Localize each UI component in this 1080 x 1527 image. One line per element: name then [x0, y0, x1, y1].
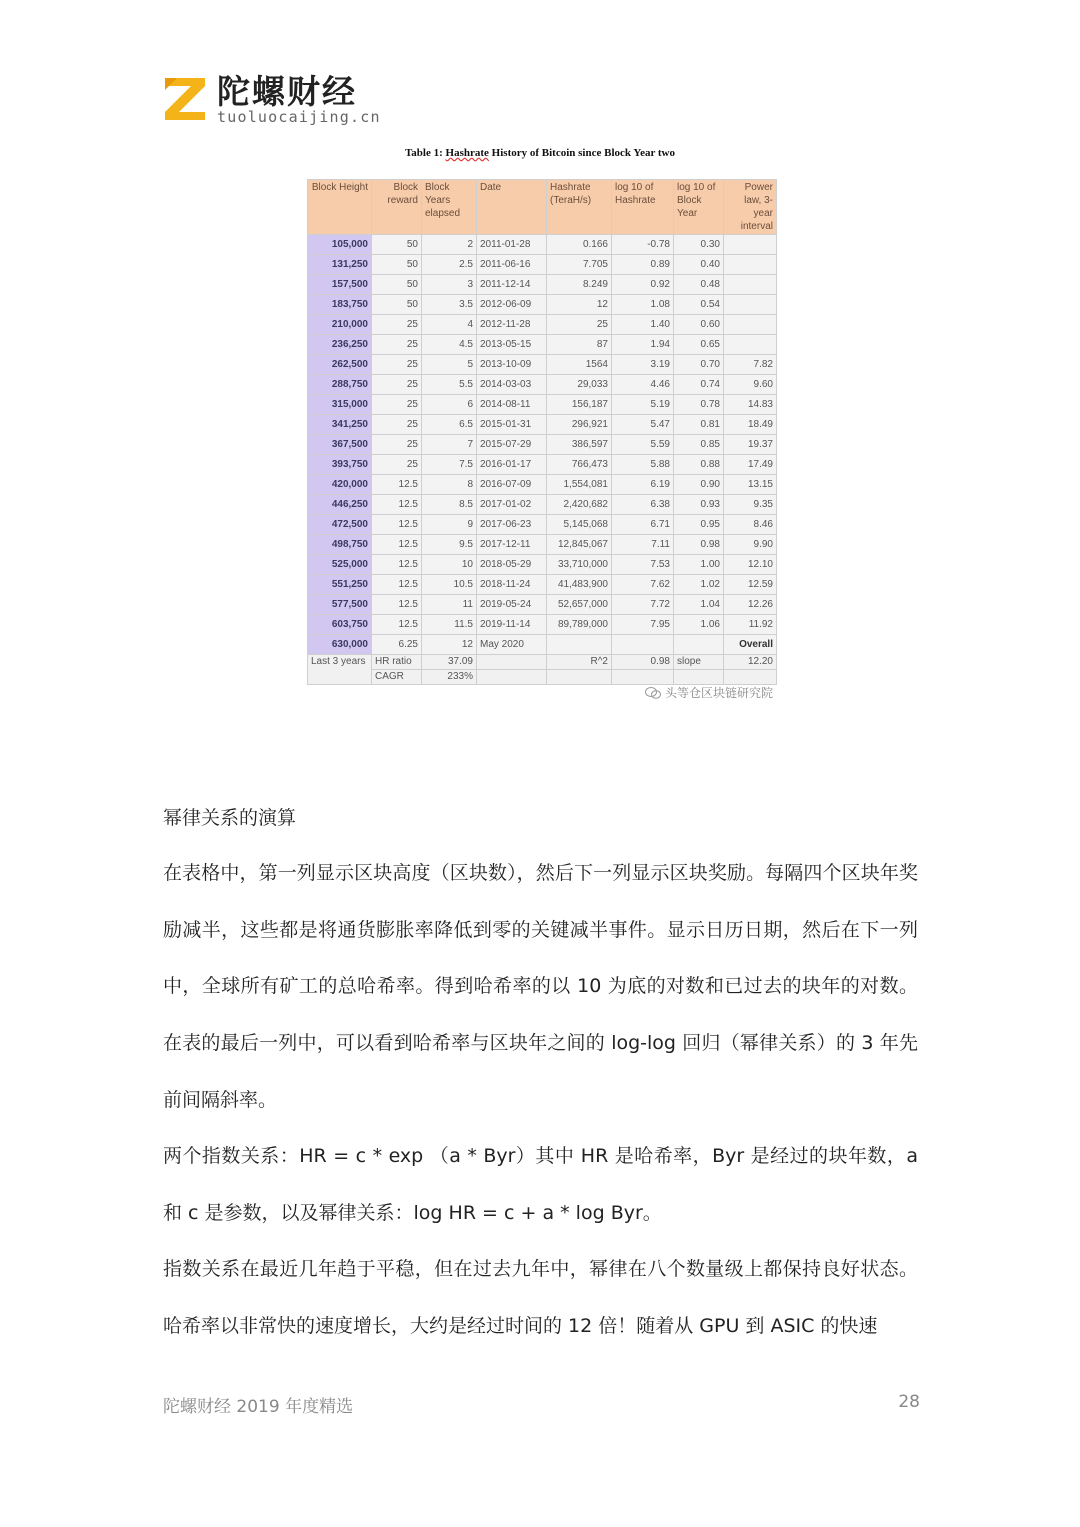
table-row	[308, 515, 777, 535]
table-cell: 1.94	[612, 335, 674, 355]
table-cell: 12.5	[372, 495, 422, 515]
hashrate-table	[307, 179, 777, 685]
table-cell: 157,500	[308, 275, 372, 295]
table-row	[308, 535, 777, 555]
footer-hr-ratio-value: 37.09	[422, 655, 477, 670]
watermark-text: 头等仓区块链研究院	[665, 686, 774, 700]
table-cell: 2015-07-29	[477, 435, 547, 455]
table-cell: 2011-12-14	[477, 275, 547, 295]
brand-logo	[163, 72, 393, 128]
table-cell: 5.5	[422, 375, 477, 395]
table-cell: 551,250	[308, 575, 372, 595]
table-cell: 2017-01-02	[477, 495, 547, 515]
table-cell: 5.88	[612, 455, 674, 475]
table-cell: 131,250	[308, 255, 372, 275]
table-cell: 11.5	[422, 615, 477, 635]
table-cell: 0.74	[674, 375, 724, 395]
table-cell: 630,000	[308, 635, 372, 655]
paragraph-1: 在表格中，第一列显示区块高度（区块数），然后下一列显示区块奖励。每隔四个区块年奖励减半，这些都是将通货膨胀率降低到零的关键减半事件。显示日历日期，然后在下一列中，全球所有矿工的总哈希率。得到哈希率的以 10 为底的对数和已过去的块年的对数。在表的最后一列中，可以看到哈希率与区块年之间的 log-log 回归（幂律关系）的 3 年先前间隔斜率。	[163, 862, 918, 1111]
footer-empty-3	[547, 670, 612, 685]
table-cell: 0.98	[674, 535, 724, 555]
table-cell: 0.48	[674, 275, 724, 295]
table-cell: 7.705	[547, 255, 612, 275]
table-row	[308, 635, 777, 655]
table-body	[308, 235, 777, 655]
table-cell: 50	[372, 275, 422, 295]
table-cell: 12,845,067	[547, 535, 612, 555]
header-power-law: Power law, 3-year interval	[724, 180, 777, 235]
table-cell: 3.19	[612, 355, 674, 375]
table-cell	[724, 235, 777, 255]
table-cell: 341,250	[308, 415, 372, 435]
table-cell: 25	[372, 435, 422, 455]
table-cell: 89,789,000	[547, 615, 612, 635]
table-cell	[724, 315, 777, 335]
table-cell: 87	[547, 335, 612, 355]
footer-r2-label: R^2	[547, 655, 612, 670]
table-cell: 12.5	[372, 555, 422, 575]
table-cell: 2.5	[422, 255, 477, 275]
footer-slope-value: 12.20	[724, 655, 777, 670]
brand-name-cn: 陀螺财经	[217, 72, 357, 111]
table-cell: 4.46	[612, 375, 674, 395]
table-cell: 7.5	[422, 455, 477, 475]
table-cell: 25	[372, 395, 422, 415]
table-row	[308, 395, 777, 415]
table-cell: 0.30	[674, 235, 724, 255]
table-cell: 7.82	[724, 355, 777, 375]
table-row	[308, 295, 777, 315]
table-cell: 12	[422, 635, 477, 655]
table-cell: 446,250	[308, 495, 372, 515]
table-cell: 5.59	[612, 435, 674, 455]
table-cell: 8.249	[547, 275, 612, 295]
table-cell: 4	[422, 315, 477, 335]
table-cell: 0.89	[612, 255, 674, 275]
table-cell: 603,750	[308, 615, 372, 635]
table-cell: 2011-06-16	[477, 255, 547, 275]
footer-empty-1	[477, 655, 547, 670]
footer-empty-2	[477, 670, 547, 685]
table-cell: 2	[422, 235, 477, 255]
table-cell: 6	[422, 395, 477, 415]
table-cell: 7.11	[612, 535, 674, 555]
table-cell: 8	[422, 475, 477, 495]
table-cell: 12.59	[724, 575, 777, 595]
table-cell: 25	[547, 315, 612, 335]
table-row	[308, 255, 777, 275]
header-hashrate: Hashrate (TeraH/s)	[547, 180, 612, 235]
table-row	[308, 475, 777, 495]
table-cell: 19.37	[724, 435, 777, 455]
table-title-underlined: Hashrate	[445, 147, 489, 159]
table-cell: 12.5	[372, 615, 422, 635]
table-cell: 2017-12-11	[477, 535, 547, 555]
table-title-prefix: Table 1:	[404, 147, 446, 159]
table-cell: 5.19	[612, 395, 674, 415]
table-cell: 1.04	[674, 595, 724, 615]
table-cell: 1.02	[674, 575, 724, 595]
table-cell: 8.5	[422, 495, 477, 515]
table-cell: 13.15	[724, 475, 777, 495]
table-cell: 5.47	[612, 415, 674, 435]
footer-r2-value: 0.98	[612, 655, 674, 670]
table-cell: 156,187	[547, 395, 612, 415]
table-footer-row-1	[308, 655, 777, 670]
table-cell: 10	[422, 555, 477, 575]
table-footer-row-2	[308, 670, 777, 685]
table-row	[308, 335, 777, 355]
table-cell: 210,000	[308, 315, 372, 335]
table-cell: 0.90	[674, 475, 724, 495]
table-row	[308, 595, 777, 615]
table-cell: 17.49	[724, 455, 777, 475]
table-cell: 393,750	[308, 455, 372, 475]
table-cell: 12.10	[724, 555, 777, 575]
table-cell: 5	[422, 355, 477, 375]
table-cell: 33,710,000	[547, 555, 612, 575]
table-cell: 11	[422, 595, 477, 615]
table-cell: 11.92	[724, 615, 777, 635]
table-cell: 14.83	[724, 395, 777, 415]
table-row	[308, 315, 777, 335]
header-date: Date	[477, 180, 547, 235]
table-cell: 0.60	[674, 315, 724, 335]
table-cell: 50	[372, 255, 422, 275]
table-cell: 2016-01-17	[477, 455, 547, 475]
table-row	[308, 495, 777, 515]
table-cell: 50	[372, 295, 422, 315]
table-cell: 25	[372, 355, 422, 375]
table-row	[308, 615, 777, 635]
table-cell: 2019-05-24	[477, 595, 547, 615]
table-cell: 7.72	[612, 595, 674, 615]
table-cell: 6.5	[422, 415, 477, 435]
footer-cagr-label: CAGR	[372, 670, 422, 685]
table-cell: 12.5	[372, 575, 422, 595]
table-row	[308, 275, 777, 295]
wechat-icon	[645, 687, 661, 699]
table-cell: 6.19	[612, 475, 674, 495]
header-log-hashrate: log 10 of Hashrate	[612, 180, 674, 235]
paragraph-2: 两个指数关系：HR = c * exp （a * Byr）其中 HR 是哈希率，Byr 是经过的块年数，a 和 c 是参数，以及幂律关系：log HR = c + a * log Byr。	[163, 1145, 918, 1224]
table-cell: 1.06	[674, 615, 724, 635]
section-title: 幂律关系的演算	[163, 807, 297, 829]
table-cell: -0.78	[612, 235, 674, 255]
table-row	[308, 235, 777, 255]
page-number: 28	[898, 1392, 920, 1412]
table-cell	[612, 635, 674, 655]
table-cell: 2013-05-15	[477, 335, 547, 355]
table-cell: 2013-10-09	[477, 355, 547, 375]
table-cell: 25	[372, 315, 422, 335]
table-cell: 1.08	[612, 295, 674, 315]
table-cell: 3	[422, 275, 477, 295]
table-cell: 105,000	[308, 235, 372, 255]
table-cell: 2014-08-11	[477, 395, 547, 415]
table-cell: 577,500	[308, 595, 372, 615]
table-cell: 0.40	[674, 255, 724, 275]
table-cell: 9.35	[724, 495, 777, 515]
table-row	[308, 355, 777, 375]
table-cell: 7.53	[612, 555, 674, 575]
table-cell: 0.93	[674, 495, 724, 515]
table-cell: 1.00	[674, 555, 724, 575]
table-cell: 8.46	[724, 515, 777, 535]
table-title-rest: History of Bitcoin since Block Year two	[488, 147, 675, 159]
table-cell	[724, 275, 777, 295]
table-row	[308, 455, 777, 475]
header-block-height: Block Height	[308, 180, 372, 235]
table-cell: 12.5	[372, 595, 422, 615]
footer-last3-label: Last 3 years	[308, 655, 372, 685]
table-cell: 12.26	[724, 595, 777, 615]
table-cell: 3.5	[422, 295, 477, 315]
table-cell: 7.62	[612, 575, 674, 595]
table-cell: 0.65	[674, 335, 724, 355]
table-cell: 12.5	[372, 535, 422, 555]
table-cell: 12.5	[372, 475, 422, 495]
table-cell: 4.5	[422, 335, 477, 355]
table-cell: 6.38	[612, 495, 674, 515]
table-cell: 6.25	[372, 635, 422, 655]
table-cell: 12.5	[372, 515, 422, 535]
table-header-row	[308, 180, 777, 235]
table-cell: 0.92	[612, 275, 674, 295]
table-cell: 41,483,900	[547, 575, 612, 595]
table-cell: 9	[422, 515, 477, 535]
table-cell: 2018-05-29	[477, 555, 547, 575]
table-cell: 2011-01-28	[477, 235, 547, 255]
footer-cagr-value: 233%	[422, 670, 477, 685]
table-cell: 25	[372, 375, 422, 395]
table-cell: 0.85	[674, 435, 724, 455]
table-cell: 5,145,068	[547, 515, 612, 535]
table-cell: 25	[372, 455, 422, 475]
table-cell: 296,921	[547, 415, 612, 435]
table-cell: 525,000	[308, 555, 372, 575]
table-cell	[724, 255, 777, 275]
table-cell: May 2020	[477, 635, 547, 655]
table-cell: 52,657,000	[547, 595, 612, 615]
table-row	[308, 415, 777, 435]
table-cell	[724, 295, 777, 315]
table-cell	[724, 335, 777, 355]
table-cell: 9.90	[724, 535, 777, 555]
table-cell: 25	[372, 335, 422, 355]
table-row	[308, 375, 777, 395]
table-cell: 29,033	[547, 375, 612, 395]
table-cell: 2,420,682	[547, 495, 612, 515]
table-cell: 367,500	[308, 435, 372, 455]
table-cell: 0.70	[674, 355, 724, 375]
table-cell: 472,500	[308, 515, 372, 535]
table-title	[300, 147, 780, 159]
footer-empty-6	[724, 670, 777, 685]
table-cell: 498,750	[308, 535, 372, 555]
brand-url: tuoluocaijing.cn	[217, 108, 381, 126]
table-cell: 236,250	[308, 335, 372, 355]
table-cell: 9.60	[724, 375, 777, 395]
table-cell: 386,597	[547, 435, 612, 455]
table-cell: 0.95	[674, 515, 724, 535]
table-cell: 50	[372, 235, 422, 255]
table-cell: 0.81	[674, 415, 724, 435]
watermark	[645, 684, 773, 701]
table-cell: Overall	[724, 635, 777, 655]
table-cell: 315,000	[308, 395, 372, 415]
footer-empty-5	[674, 670, 724, 685]
table-cell	[674, 635, 724, 655]
table-cell: 6.71	[612, 515, 674, 535]
table-cell: 9.5	[422, 535, 477, 555]
table-cell: 2016-07-09	[477, 475, 547, 495]
table-cell: 0.88	[674, 455, 724, 475]
table-cell: 7	[422, 435, 477, 455]
table-row	[308, 575, 777, 595]
paragraph-3: 指数关系在最近几年趋于平稳，但在过去九年中，幂律在八个数量级上都保持良好状态。哈希率以非常快的速度增长，大约是经过时间的 12 倍！随着从 GPU 到 ASIC 的快速	[163, 1258, 918, 1337]
table-cell: 0.166	[547, 235, 612, 255]
table-cell: 262,500	[308, 355, 372, 375]
table-cell: 1.40	[612, 315, 674, 335]
header-block-reward: Block reward	[372, 180, 422, 235]
footer-empty-4	[612, 670, 674, 685]
table-cell: 288,750	[308, 375, 372, 395]
table-row	[308, 435, 777, 455]
publication-footer: 陀螺财经 2019 年度精选	[163, 1397, 354, 1417]
table-cell: 2018-11-24	[477, 575, 547, 595]
table-cell: 2019-11-14	[477, 615, 547, 635]
table-cell: 2012-11-28	[477, 315, 547, 335]
table-cell: 2014-03-03	[477, 375, 547, 395]
table-cell: 183,750	[308, 295, 372, 315]
table-cell: 12	[547, 295, 612, 315]
table-cell: 1,554,081	[547, 475, 612, 495]
table-cell: 7.95	[612, 615, 674, 635]
table-cell: 25	[372, 415, 422, 435]
table-cell: 2017-06-23	[477, 515, 547, 535]
table-cell: 10.5	[422, 575, 477, 595]
header-log-block-year: log 10 of Block Year	[674, 180, 724, 235]
table-cell	[547, 635, 612, 655]
table-row	[308, 555, 777, 575]
table-cell: 1564	[547, 355, 612, 375]
z-logo-icon	[163, 74, 207, 122]
footer-slope-label: slope	[674, 655, 724, 670]
hashrate-table-container	[307, 179, 776, 685]
table-cell: 18.49	[724, 415, 777, 435]
table-cell: 766,473	[547, 455, 612, 475]
table-cell: 420,000	[308, 475, 372, 495]
table-cell: 0.54	[674, 295, 724, 315]
footer-hr-ratio-label: HR ratio	[372, 655, 422, 670]
table-cell: 0.78	[674, 395, 724, 415]
header-block-years: Block Years elapsed	[422, 180, 477, 235]
table-cell: 2015-01-31	[477, 415, 547, 435]
table-cell: 2012-06-09	[477, 295, 547, 315]
